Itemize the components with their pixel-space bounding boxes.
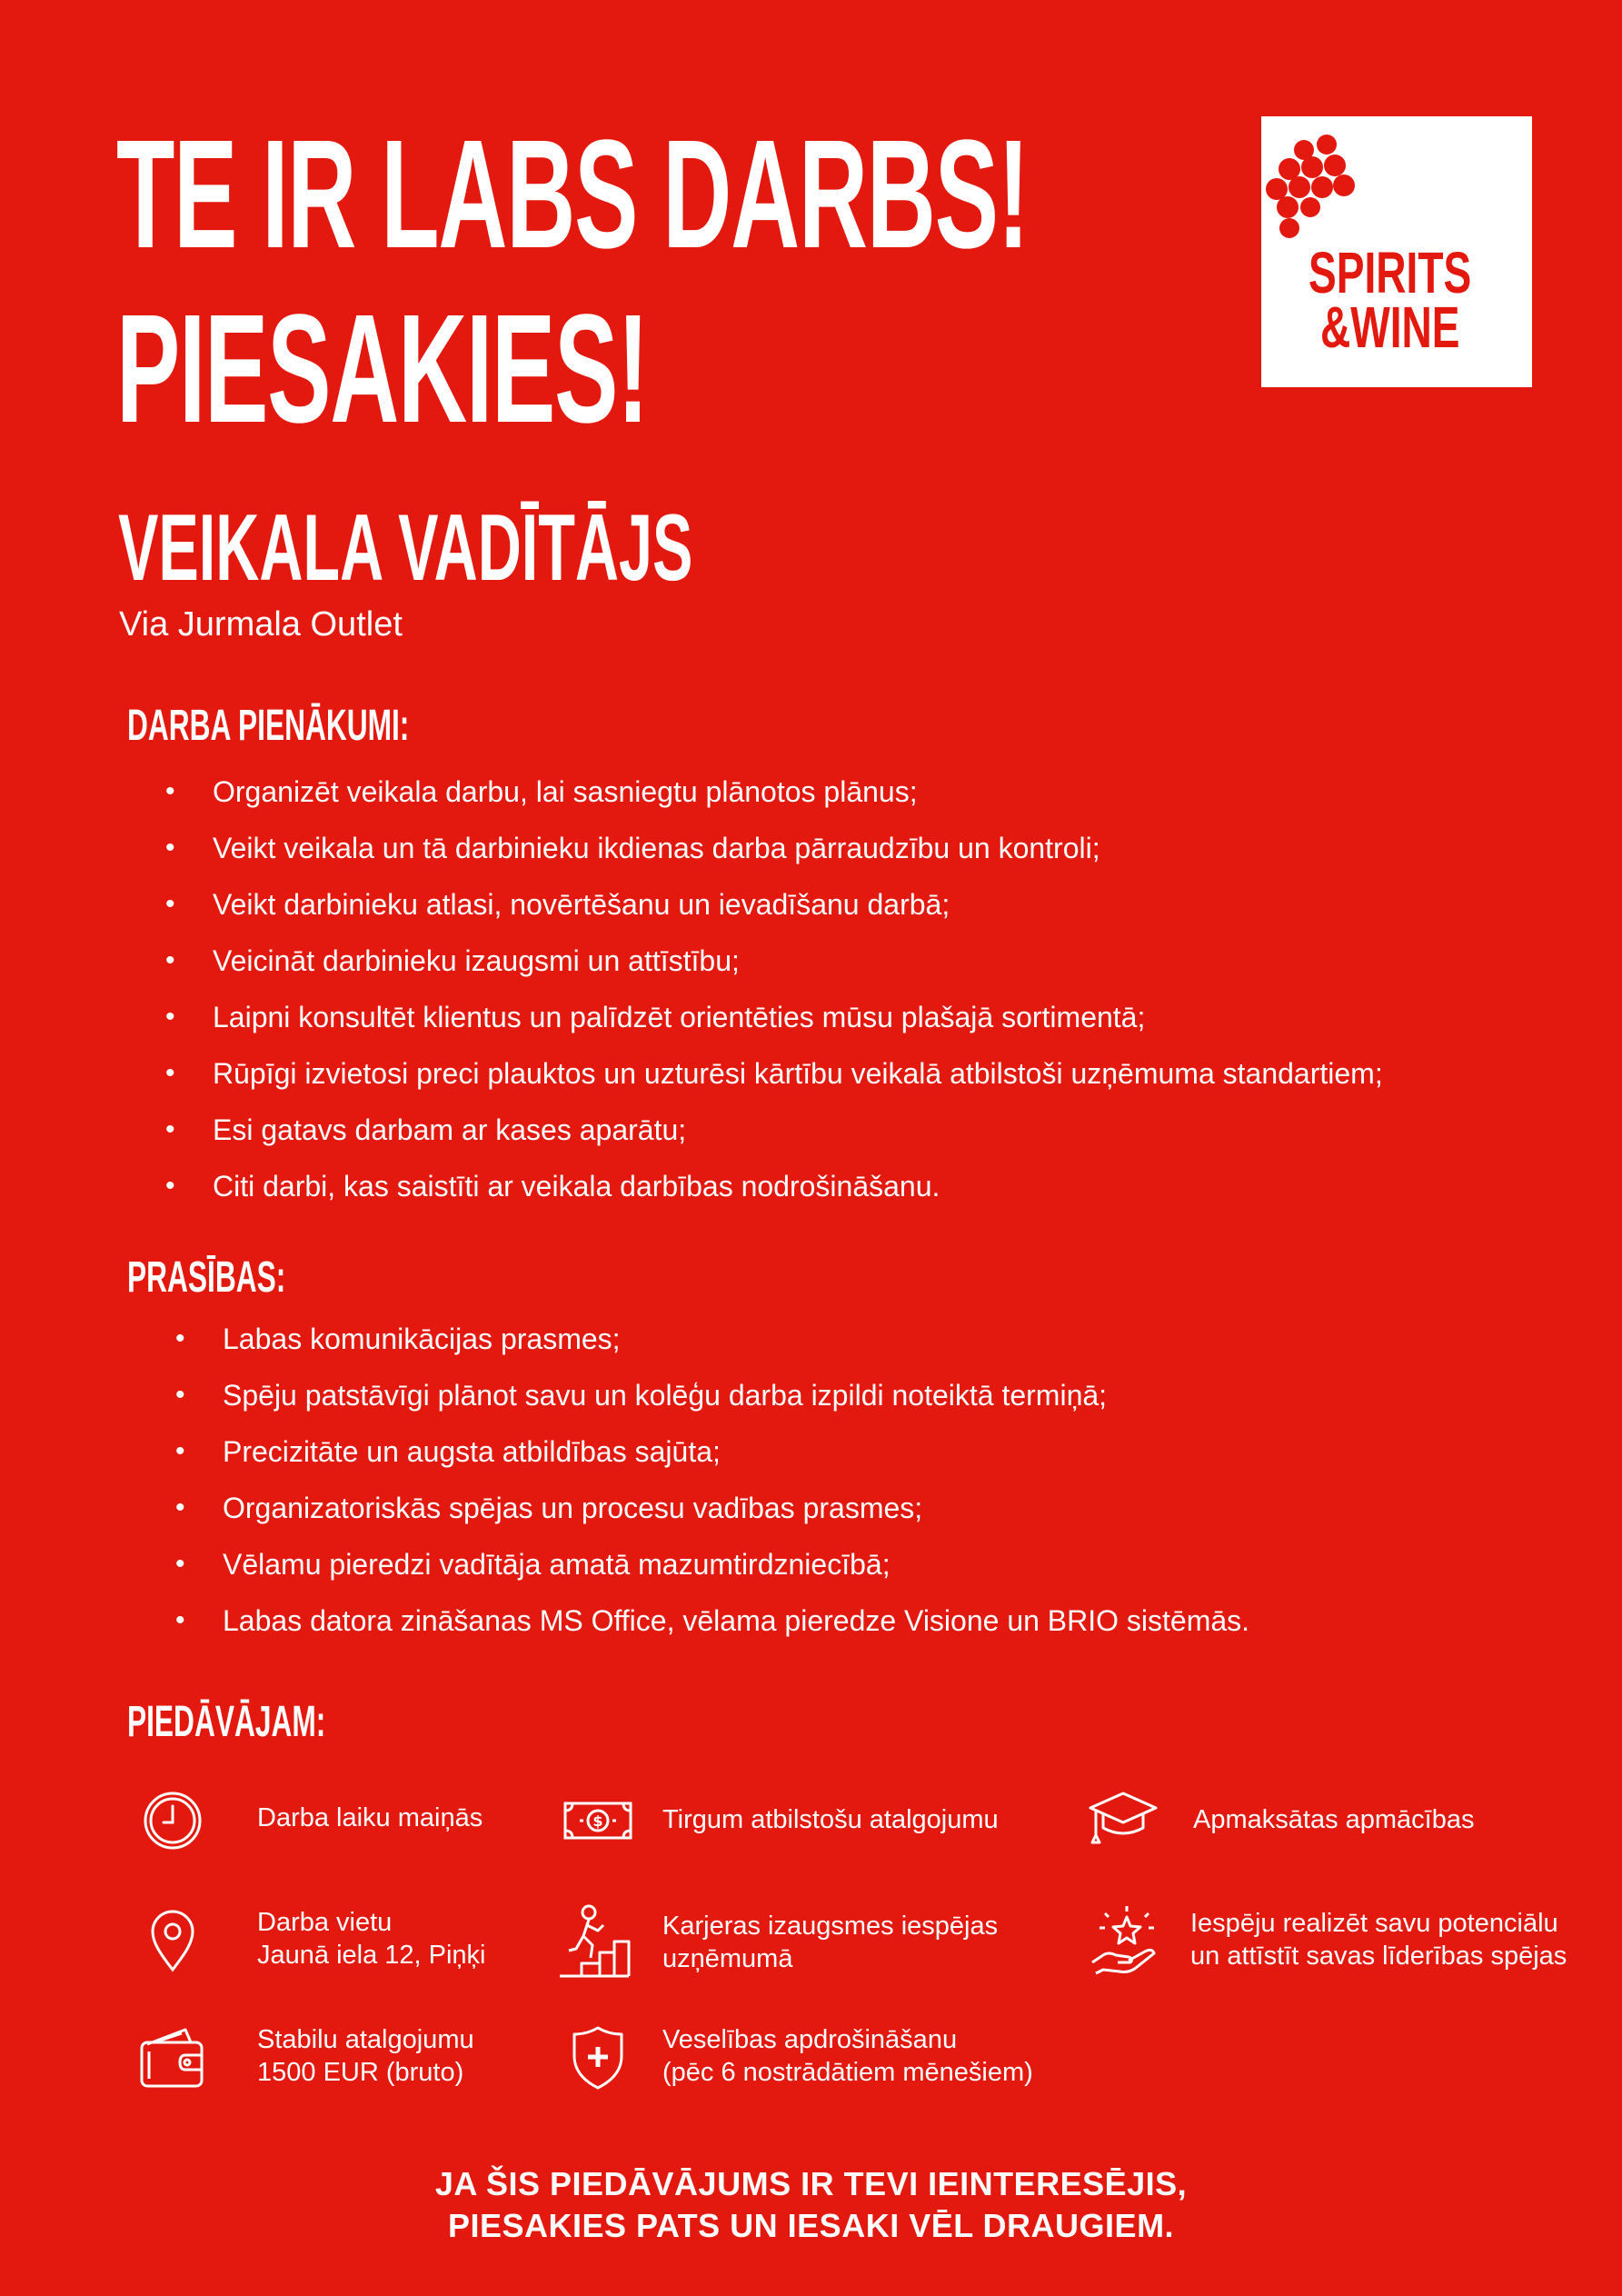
bullet-icon: • (175, 1436, 185, 1466)
health-shield-icon (571, 2025, 625, 2091)
bullet-icon: • (175, 1605, 185, 1635)
offer-text (662, 1910, 998, 1975)
bullet-icon: • (175, 1492, 185, 1522)
graduation-cap-icon (1087, 1788, 1159, 1853)
list-item (175, 1378, 1249, 1434)
location-pin-icon (149, 1910, 196, 1973)
offer-line-2: uzņēmumā (662, 1944, 793, 1973)
list-item (165, 887, 1383, 943)
bullet-icon: • (165, 1058, 175, 1088)
offer-line-1: Karjeras izaugsmes iespējas (662, 1912, 999, 1941)
career-stairs-icon (556, 1903, 632, 1980)
offer-line-2: un attīstīt savas līderības spējas (1190, 1942, 1567, 1971)
spirits-wine-logo (1261, 116, 1532, 387)
headline-line-2: PIESAKIES! (116, 283, 649, 455)
list-item-text: Esi gatavs darbam ar kases aparātu; (213, 1113, 687, 1146)
bullet-icon: • (165, 1002, 175, 1032)
list-item (175, 1603, 1250, 1660)
list-item-text: Vēlamu pieredzi vadītāja amatā mazumtirdzniecībā; (223, 1548, 891, 1581)
wallet-icon (138, 2026, 207, 2090)
list-item-text: Organizēt veikala darbu, lai sasniegtu plānotos plānus; (213, 775, 918, 808)
clock-icon (142, 1790, 204, 1852)
offer-line-1: Apmaksātas apmācības (1193, 1805, 1475, 1834)
offer-line-1: Darba vietu (257, 1908, 393, 1937)
bullet-icon: • (165, 945, 175, 975)
list-item-text: Veikt veikala un tā darbinieku ikdienas darba pārraudzību un kontroli; (213, 832, 1100, 864)
list-item-text: Veikt darbinieku atlasi, novērtēšanu un ievadīšanu darbā; (213, 888, 950, 921)
offer-line-2: Jaunā iela 12, Piņķi (257, 1941, 486, 1970)
star-hand-icon (1089, 1904, 1161, 1977)
list-item (175, 1322, 1249, 1378)
list-item (165, 1000, 1383, 1056)
list-item-text: Veicināt darbinieku izaugsmi un attīstību; (213, 944, 740, 977)
list-item-text: Spēju patstāvīgi plānot savu un kolēģu darba izpildi noteiktā termiņā; (223, 1379, 1108, 1412)
logo-wordmark (1309, 240, 1472, 360)
bullet-icon: • (165, 889, 175, 919)
list-item-text: Citi darbi, kas saistīti ar veikala darbības nodrošināšanu. (213, 1170, 940, 1203)
list-item-text: Laipni konsultēt klientus un palīdzēt orientēties mūsu plašajā sortimentā; (213, 1001, 1146, 1033)
offer-line-1: Stabilu atalgojumu (257, 2025, 474, 2054)
list-item (175, 1547, 1249, 1603)
logo-line-2: &WINE (1319, 294, 1460, 360)
footer-line-2: PIESAKIES PATS UN IESAKI VĒL DRAUGIEM. (447, 2207, 1175, 2244)
offer-text (1193, 1803, 1474, 1836)
bullet-icon: • (165, 1171, 175, 1201)
bullet-icon: • (175, 1323, 185, 1353)
offer-line-2: 1500 EUR (bruto) (257, 2058, 464, 2087)
list-item (165, 943, 1383, 1000)
list-item (165, 1169, 1383, 1225)
bullet-icon: • (165, 1114, 175, 1144)
list-item-text: Labas datora zināšanas MS Office, vēlama pieredze Visione un BRIO sistēmās. (223, 1604, 1250, 1637)
footer-line-1: JA ŠIS PIEDĀVĀJUMS IR TEVI IEINTERESĒJIS, (434, 2165, 1188, 2202)
offer-text (257, 1906, 486, 1972)
offer-text (1190, 1907, 1567, 1972)
bullet-icon: • (175, 1380, 185, 1410)
offer-line-1: Iespēju realizēt savu potenciālu (1190, 1909, 1558, 1938)
offer-text (257, 1802, 483, 1834)
offer-line-2: (pēc 6 nostrādātiem mēnešiem) (662, 2058, 1033, 2087)
job-location: Via Jurmala Outlet (119, 605, 403, 644)
headline-line-1: TE IR LABS DARBS! (116, 108, 1029, 281)
list-item-text: Organizatoriskās spējas un procesu vadības prasmes; (223, 1492, 923, 1524)
money-icon (563, 1802, 632, 1840)
job-title: VEIKALA VADĪTĀJS (118, 495, 693, 601)
offer-line-1: Tirgum atbilstošu atalgojumu (662, 1805, 999, 1834)
list-item-text: Labas komunikācijas prasmes; (223, 1323, 621, 1355)
offer-heading: PIEDĀVĀJAM: (127, 1698, 326, 1746)
list-item (165, 774, 1383, 831)
requirements-heading: PRASĪBAS: (127, 1253, 286, 1302)
duties-list (165, 774, 1383, 1225)
list-item (165, 831, 1383, 887)
list-item-text: Precizitāte un augsta atbildības sajūta; (223, 1435, 721, 1468)
bullet-icon: • (165, 776, 175, 806)
bullet-icon: • (175, 1549, 185, 1579)
headline (116, 107, 1029, 456)
list-item (175, 1491, 1249, 1547)
offer-line-1: Darba laiku maiņās (257, 1803, 483, 1832)
list-item-text: Rūpīgi izvietosi preci plauktos un uzturēsi kārtību veikalā atbilstoši uzņēmuma standartiem; (213, 1057, 1383, 1090)
list-item (165, 1113, 1383, 1169)
bullet-icon: • (165, 833, 175, 863)
offer-text (662, 1803, 999, 1836)
offer-text (662, 2023, 1033, 2089)
logo-line-1: SPIRITS (1309, 240, 1472, 305)
requirements-list (175, 1322, 1250, 1660)
footer-call-to-action (0, 2163, 1622, 2247)
duties-heading: DARBA PIENĀKUMI: (127, 702, 410, 750)
offer-line-1: Veselības apdrošināšanu (662, 2025, 958, 2054)
svg-text:$: $ (592, 1812, 603, 1830)
list-item (175, 1434, 1249, 1491)
offer-text (257, 2023, 474, 2089)
list-item (165, 1056, 1383, 1113)
